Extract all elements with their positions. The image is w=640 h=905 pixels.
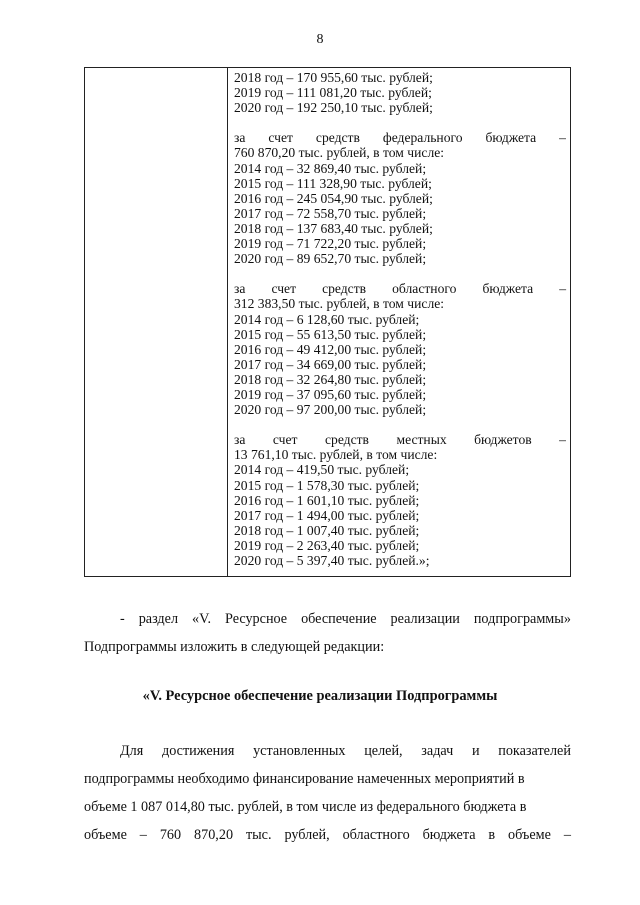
section-heading: «V. Ресурсное обеспечение реализации Подпрограммы xyxy=(142,688,498,704)
body-line-4: объеме – 760 870,20 тыс. рублей, областного бюджета в объеме – xyxy=(84,827,571,843)
regional-total: 312 383,50 тыс. рублей, в том числе: xyxy=(234,296,445,312)
regional-year: 2020 год – 97 200,00 тыс. рублей; xyxy=(234,402,427,418)
federal-intro: за счет средств федерального бюджета – xyxy=(234,130,566,146)
federal-year: 2015 год – 111 328,90 тыс. рублей; xyxy=(234,175,432,191)
local-year: 2016 год – 1 601,10 тыс. рублей; xyxy=(234,492,420,508)
regional-year: 2017 год – 34 669,00 тыс. рублей; xyxy=(234,356,427,372)
local-year: 2020 год – 5 397,40 тыс. рублей.»; xyxy=(234,553,430,568)
body-line-1: Для достижения установленных целей, задач и показателей xyxy=(120,743,571,759)
amendment-line-1: - раздел «V. Ресурсное обеспечение реализации подпрограммы» xyxy=(120,611,571,627)
regional-year: 2014 год – 6 128,60 тыс. рублей; xyxy=(234,311,420,327)
federal-year: 2018 год – 137 683,40 тыс. рублей; xyxy=(234,220,433,236)
body-line-3: объеме 1 087 014,80 тыс. рублей, в том числе из федерального бюджета в xyxy=(84,799,527,815)
local-year: 2017 год – 1 494,00 тыс. рублей; xyxy=(234,507,420,523)
local-year: 2019 год – 2 263,40 тыс. рублей; xyxy=(234,537,420,553)
federal-year: 2014 год – 32 869,40 тыс. рублей; xyxy=(234,160,427,176)
amendment-paragraph xyxy=(84,607,571,659)
body-line-2: подпрограммы необходимо финансирование намеченных мероприятий в xyxy=(84,771,525,787)
federal-year: 2020 год – 89 652,70 тыс. рублей; xyxy=(234,251,427,267)
federal-year: 2016 год – 245 054,90 тыс. рублей; xyxy=(234,190,433,206)
local-year: 2015 год – 1 578,30 тыс. рублей; xyxy=(234,477,420,493)
regional-year: 2019 год – 37 095,60 тыс. рублей; xyxy=(234,386,427,402)
amendment-line-2: Подпрограммы изложить в следующей редакции: xyxy=(84,639,385,655)
federal-year: 2019 год – 71 722,20 тыс. рублей; xyxy=(234,236,427,252)
regional-intro: за счет средств областного бюджета – xyxy=(234,281,566,297)
local-year: 2014 год – 419,50 тыс. рублей; xyxy=(234,462,410,478)
regional-year: 2018 год – 32 264,80 тыс. рублей; xyxy=(234,371,427,387)
local-intro: за счет средств местных бюджетов – xyxy=(234,432,566,448)
local-total: 13 761,10 тыс. рублей, в том числе: xyxy=(234,447,438,463)
federal-total: 760 870,20 тыс. рублей, в том числе: xyxy=(234,145,445,161)
federal-year: 2017 год – 72 558,70 тыс. рублей; xyxy=(234,205,427,221)
regional-year: 2016 год – 49 412,00 тыс. рублей; xyxy=(234,341,427,357)
table-line: 2018 год – 170 955,60 тыс. рублей; xyxy=(234,70,433,85)
table-line: 2020 год – 192 250,10 тыс. рублей; xyxy=(234,100,433,116)
funding-table xyxy=(84,67,571,577)
table-line: 2019 год – 111 081,20 тыс. рублей; xyxy=(234,85,432,101)
regional-year: 2015 год – 55 613,50 тыс. рублей; xyxy=(234,326,427,342)
table-right-cell xyxy=(234,70,566,568)
table-left-cell xyxy=(85,68,228,576)
body-paragraph xyxy=(84,737,571,849)
local-year: 2018 год – 1 007,40 тыс. рублей; xyxy=(234,522,420,538)
page-number: 8 xyxy=(316,32,324,47)
